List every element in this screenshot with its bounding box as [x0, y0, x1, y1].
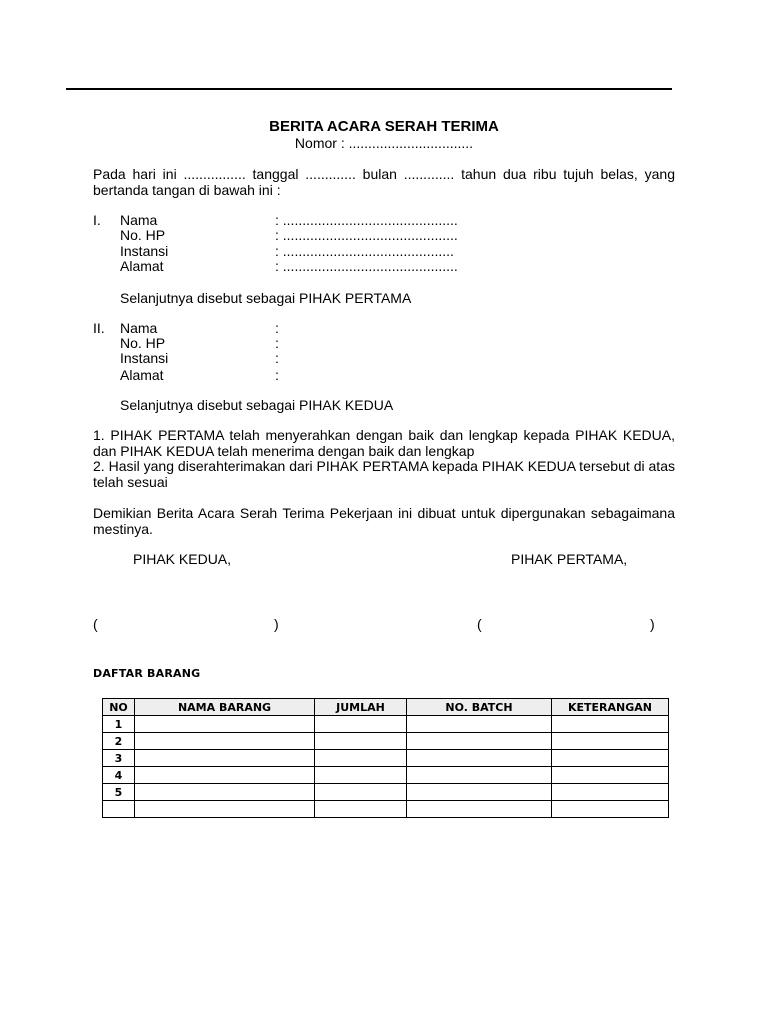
jumlah-cell [315, 767, 407, 784]
keterangan-cell [552, 750, 669, 767]
nama-barang-cell [135, 801, 315, 818]
party1-agency-label: Instansi [120, 243, 169, 259]
column-header-no: NO [103, 699, 135, 716]
point-2: 2. Hasil yang diserahterimakan dari PIHAK PERTAMA kepada PIHAK KEDUA tersebut di atas telah sesuai [93, 458, 675, 490]
point-1: 1. PIHAK PERTAMA telah menyerahkan dengan baik dan lengkap kepada PIHAK KEDUA, dan PIHAK KEDUA telah menerima dengan baik dan lengkap [93, 427, 675, 459]
signature-bracket-open-right: ( [477, 616, 482, 632]
party1-agency-value: : ............................................ [275, 243, 454, 259]
column-header-keterangan: KETERANGAN [552, 699, 669, 716]
no-batch-cell [407, 716, 552, 733]
party1-phone-label: No. HP [120, 227, 166, 243]
party2-agency-value: : [275, 350, 279, 366]
party2-numeral: II. [93, 320, 105, 336]
jumlah-cell [315, 733, 407, 750]
party2-phone-value: : [275, 335, 279, 351]
keterangan-cell [552, 716, 669, 733]
header-rule [66, 88, 672, 90]
no-batch-cell [407, 784, 552, 801]
party1-name-label: Nama [120, 212, 158, 228]
table-header-row [103, 699, 669, 716]
party2-name-label: Nama [120, 320, 158, 336]
nama-barang-cell [135, 733, 315, 750]
party1-designation: Selanjutnya disebut sebagai PIHAK PERTAMA [120, 290, 412, 306]
no-batch-cell [407, 750, 552, 767]
row-number: 3 [103, 750, 135, 767]
closing-paragraph: Demikian Berita Acara Serah Terima Pekerjaan ini dibuat untuk dipergunakan sebagaimana mestinya. [93, 505, 675, 537]
row-number: 5 [103, 784, 135, 801]
row-number [103, 801, 135, 818]
signature-bracket-close-left: ) [274, 616, 279, 632]
jumlah-cell [315, 801, 407, 818]
column-header-no-batch: NO. BATCH [407, 699, 552, 716]
party2-address-value: : [275, 367, 279, 383]
item-table [102, 698, 669, 818]
keterangan-cell [552, 784, 669, 801]
no-batch-cell [407, 733, 552, 750]
party1-address-label: Alamat [120, 258, 164, 274]
daftar-barang-heading: DAFTAR BARANG [93, 667, 201, 680]
intro-paragraph: Pada hari ini ................ tanggal ............. bulan ............. tahun dua ribu tujuh belas, yang bertanda tangan di bawah ini : [93, 166, 675, 198]
party2-designation: Selanjutnya disebut sebagai PIHAK KEDUA [120, 397, 394, 413]
column-header-jumlah: JUMLAH [315, 699, 407, 716]
document-title: BERITA ACARA SERAH TERIMA [269, 118, 499, 135]
nama-barang-cell [135, 750, 315, 767]
keterangan-cell [552, 733, 669, 750]
jumlah-cell [315, 784, 407, 801]
signature-bracket-open-left: ( [93, 616, 98, 632]
party1-numeral: I. [93, 212, 101, 228]
party2-phone-label: No. HP [120, 335, 166, 351]
party2-address-label: Alamat [120, 367, 164, 383]
column-header-nama-barang: NAMA BARANG [135, 699, 315, 716]
keterangan-cell [552, 767, 669, 784]
table-row [103, 767, 669, 784]
party2-agency-label: Instansi [120, 350, 169, 366]
nama-barang-cell [135, 784, 315, 801]
table-row [103, 801, 669, 818]
row-number: 4 [103, 767, 135, 784]
keterangan-cell [552, 801, 669, 818]
no-batch-cell [407, 801, 552, 818]
row-number: 1 [103, 716, 135, 733]
table-row [103, 750, 669, 767]
party1-phone-value: : ............................................. [275, 227, 458, 243]
party1-address-value: : ............................................. [275, 258, 458, 274]
jumlah-cell [315, 716, 407, 733]
nama-barang-cell [135, 767, 315, 784]
table-row [103, 716, 669, 733]
row-number: 2 [103, 733, 135, 750]
signature-bracket-close-right: ) [650, 616, 655, 632]
jumlah-cell [315, 750, 407, 767]
party2-name-value: : [275, 320, 279, 336]
signature-label-right: PIHAK PERTAMA, [511, 551, 628, 567]
signature-label-left: PIHAK KEDUA, [133, 551, 232, 567]
no-batch-cell [407, 767, 552, 784]
nama-barang-cell [135, 716, 315, 733]
document-number: Nomor : ................................ [294, 135, 474, 151]
table-row [103, 784, 669, 801]
party1-name-value: : ............................................. [275, 212, 458, 228]
table-row [103, 733, 669, 750]
